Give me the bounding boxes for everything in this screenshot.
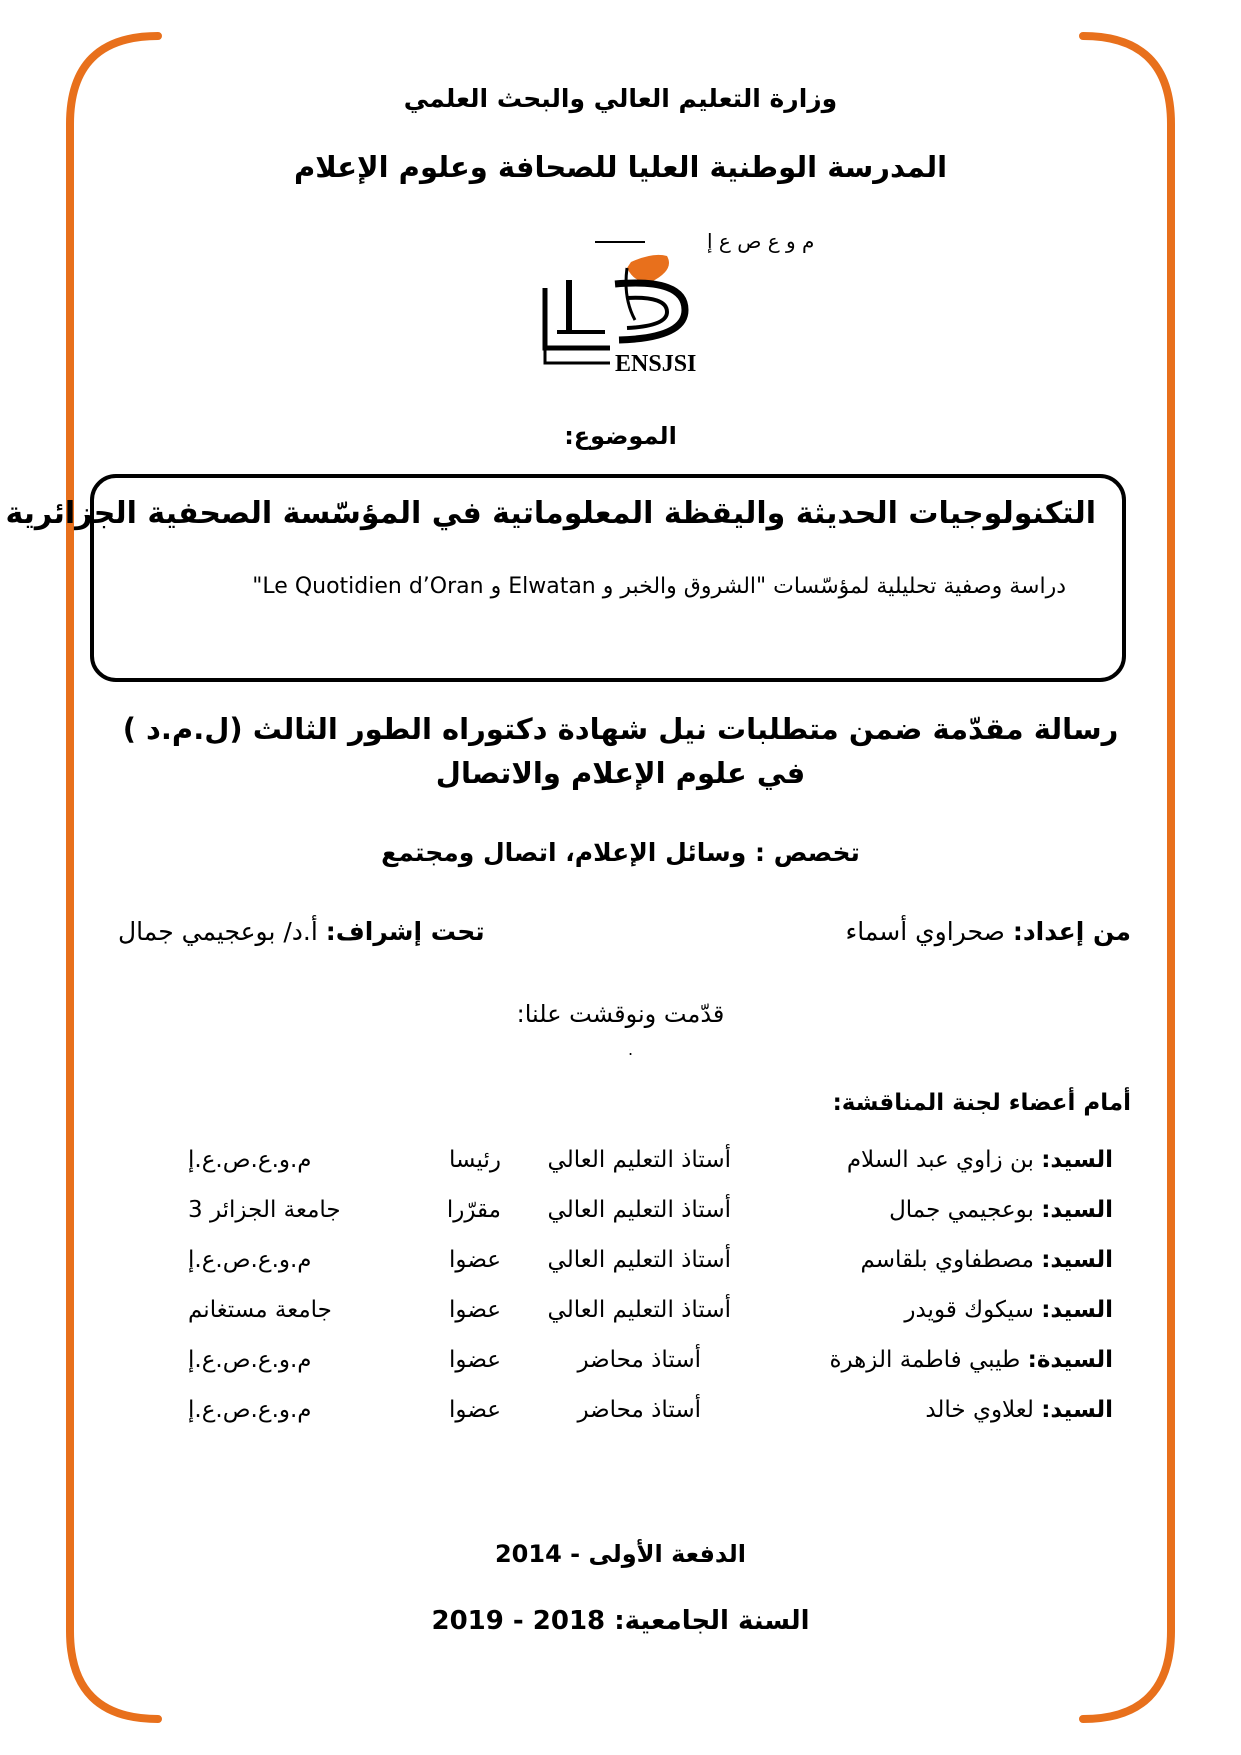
logo-latin-text: ENSJSI [615,351,697,377]
member-institution: م.و.ع.ص.ع.إ [188,1247,312,1273]
frame-right-bracket [1083,36,1171,1719]
member-institution: م.و.ع.ص.ع.إ [188,1347,312,1373]
member-name: السيد: لعلاوي خالد [925,1397,1113,1423]
member-role: عضوا [449,1297,501,1323]
prepared-by [845,917,1131,946]
member-role: عضوا [449,1347,501,1373]
member-role: عضوا [449,1397,501,1423]
ministry-name: وزارة التعليم العالي والبحث العلمي [403,84,838,113]
committee-row [0,1147,1241,1187]
member-institution: م.و.ع.ص.ع.إ [188,1397,312,1423]
member-name: السيد: بن زاوي عبد السلام [846,1147,1113,1173]
cohort: الدفعة الأولى - 2014 [494,1540,747,1568]
member-rank: أستاذ محاضر [577,1347,701,1373]
thesis-topic-title: التكنولوجيات الحديثة واليقظة المعلوماتية في المؤسّسة الصحفية الجزائرية [5,496,1096,531]
topic-box [5,474,1126,682]
member-name: السيدة: طيبي فاطمة الزهرة [829,1347,1113,1373]
prepared-by-name: صحراوي أسماء [845,917,1005,946]
thesis-degree-line2: في علوم الإعلام والاتصال [435,756,806,790]
thesis-degree-line1: رسالة مقدّمة ضمن متطلبات نيل شهادة دكتوراه الطور الثالث (ل.م.د ) [122,712,1119,746]
supervisor-name: أ.د/ بوعجيمي جمال [118,917,318,946]
committee-heading: أمام أعضاء لجنة المناقشة: [832,1090,1131,1116]
prepared-by-label: من إعداد: [1012,917,1131,946]
member-rank: أستاذ التعليم العالي [547,1147,731,1173]
member-institution: جامعة مستغانم [188,1297,332,1323]
academic-year: السنة الجامعية: 2018 - 2019 [431,1606,810,1636]
subject-label: الموضوع: [564,422,677,450]
committee-row [0,1297,1241,1337]
member-institution: جامعة الجزائر 3 [188,1197,341,1223]
supervised-by-label: تحت إشراف: [325,917,485,946]
member-name: السيد: سيكوك قويدر [904,1297,1113,1323]
member-rank: أستاذ التعليم العالي [547,1297,731,1323]
separator-dot: . [628,1040,634,1059]
member-role: مقرّرا [446,1197,501,1223]
member-rank: أستاذ التعليم العالي [547,1247,731,1273]
committee-row [0,1247,1241,1287]
member-role: رئيسا [449,1147,501,1173]
member-rank: أستاذ التعليم العالي [547,1197,731,1223]
member-rank: أستاذ محاضر [577,1397,701,1423]
committee-row [0,1347,1241,1387]
supervised-by [118,917,485,946]
logo-graphic [535,228,815,378]
defended-publicly: قدّمت ونوقشت علنا: [516,1000,725,1028]
committee-row [0,1397,1241,1437]
member-institution: م.و.ع.ص.ع.إ [188,1147,312,1173]
school-name: المدرسة الوطنية العليا للصحافة وعلوم الإعلام [293,150,948,184]
specialty: تخصص : وسائل الإعلام، اتصال ومجتمع [381,838,860,867]
thesis-topic-subtitle: دراسة وصفية تحليلية لمؤسّسات "الشروق والخبر و Elwatan و Le Quotidien d’Oran" [252,574,1066,599]
frame-left-bracket [70,36,158,1719]
member-role: عضوا [449,1247,501,1273]
committee-row [0,1197,1241,1237]
member-name: السيد: مصطفاوي بلقاسم [860,1247,1113,1273]
member-name: السيد: بوعجيمي جمال [889,1197,1113,1223]
school-logo [535,228,815,378]
logo-arabic-text: م و ع ص ع إ [707,229,815,253]
